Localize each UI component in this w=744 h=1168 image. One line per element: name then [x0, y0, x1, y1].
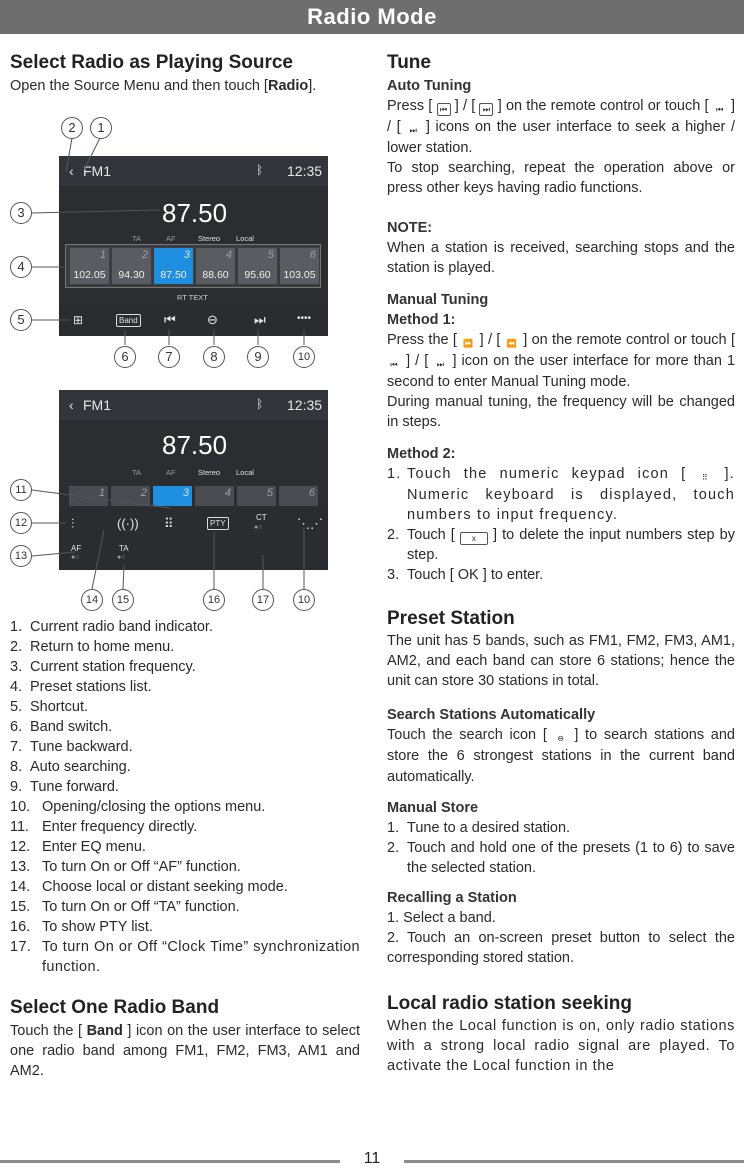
tune-heading: Tune — [387, 52, 431, 73]
recalling-step-1: 1. Select a band. — [387, 910, 496, 926]
callout-6: 6 — [114, 346, 136, 368]
band-indicator: FM1 — [83, 397, 111, 413]
preset-button[interactable]: 2 — [111, 486, 150, 506]
preset-button[interactable]: 1 — [69, 486, 108, 506]
select-band-heading: Select One Radio Band — [10, 997, 220, 1018]
legend-item: 4. Preset stations list. — [10, 679, 152, 695]
manual-store-steps — [387, 818, 735, 878]
af-label: AF — [71, 544, 82, 553]
select-band-text: Touch the [ Band ] icon on the user interface to select one radio band among FM1, FM2, FM3, AM1 and AM2. — [10, 1023, 360, 1079]
keypad-icon[interactable]: ⠿ — [164, 516, 174, 531]
eq-icon[interactable]: ⫶ — [71, 516, 75, 531]
legend-item: 14. Choose local or distant seeking mode. — [10, 879, 288, 895]
preset-button[interactable]: 4 88.60 — [196, 248, 235, 284]
callout-16: 16 — [203, 589, 225, 611]
local-heading: Local radio station seeking — [387, 993, 632, 1014]
legend-item: 16. To show PTY list. — [10, 919, 153, 935]
page-number: 11 — [363, 1150, 381, 1167]
flag-af: AF — [166, 234, 176, 243]
method1-text: Press the [ ⏩ ] / [ ⏪ ] on the remote control or touch [ ⏮ ] / [ ⏭ ] icon on the user interface for more than 1 second to enter Manual Tuning mode. — [387, 332, 736, 390]
legend-item: 13. To turn On or Off “AF” function. — [10, 859, 241, 875]
manual-store-step: 1. Tune to a desired station. — [387, 820, 571, 836]
auto-tuning-text: Press [ ⏮ ] / [ ⏭ ] on the remote control or touch [ ⏮ ] / [ ⏭ ] icons on the user interface to seek a higher / lower station. — [387, 98, 736, 156]
tune-backward-icon[interactable]: ⏮ — [164, 312, 176, 327]
method1-text-2: During manual tuning, the frequency will be changed in steps. — [387, 394, 735, 430]
auto-tuning-heading: Auto Tuning — [387, 78, 472, 94]
legend-item: 2. Return to home menu. — [10, 639, 175, 655]
footer-rule-left — [0, 1160, 340, 1163]
recalling-heading: Recalling a Station — [387, 890, 517, 906]
search-auto-heading: Search Stations Automatically — [387, 707, 596, 723]
collapse-options-icon[interactable]: ⋱⋰ — [297, 516, 323, 531]
callout-13: 13 — [10, 545, 32, 567]
preset-button[interactable]: 3 — [153, 486, 192, 506]
auto-tuning-stop-text: To stop searching, repeat the operation above or press other keys having radio functions. — [387, 160, 735, 196]
legend-item: 7. Tune backward. — [10, 739, 133, 755]
legend-item: 10. Opening/closing the options menu. — [10, 799, 266, 815]
callout-10b: 10 — [293, 589, 315, 611]
next-key-icon: ⏭ — [479, 103, 493, 116]
ff-key-icon: ⏩ — [463, 339, 474, 348]
callout-legend — [10, 617, 360, 977]
ta-toggle[interactable]: ●○ — [117, 554, 126, 561]
method2-step: 2. Touch [ x ] to delete the input numbers step by step. — [387, 527, 735, 563]
legend-item: 17. To turn On or Off “Clock Time” synchronization function. — [10, 939, 360, 975]
preset-button[interactable]: 5 — [237, 486, 276, 506]
flag-stereo: Stereo — [198, 234, 221, 243]
local-distant-icon[interactable]: ((·)) — [117, 516, 139, 531]
shortcut-icon[interactable]: ⊞ — [73, 313, 84, 327]
callout-7: 7 — [158, 346, 180, 368]
flag-ta: TA — [132, 234, 142, 243]
note-text: When a station is received, searching stops and the station is played. — [387, 240, 735, 276]
rt-text: RT TEXT — [177, 293, 208, 302]
method2-step: 3. Touch [ OK ] to enter. — [387, 567, 544, 583]
footer-rule-right — [404, 1160, 744, 1163]
station-frequency: 87.50 — [162, 430, 228, 460]
search-icon: ⊖ — [557, 734, 564, 743]
select-source-heading: Select Radio as Playing Source — [10, 52, 293, 73]
flag-af: AF — [166, 468, 176, 477]
flag-ta: TA — [132, 468, 142, 477]
manual-tuning-heading: Manual Tuning — [387, 292, 489, 308]
select-source-text: Open the Source Menu and then touch [Radio]. — [10, 78, 317, 94]
ct-label: CT — [256, 513, 267, 522]
rew-key-icon: ⏪ — [506, 339, 517, 348]
callout-15: 15 — [112, 589, 134, 611]
preset-button[interactable]: 2 94.30 — [112, 248, 151, 284]
bluetooth-icon: ᛒ — [256, 397, 264, 411]
delete-key-icon: x — [460, 532, 488, 545]
method2-steps — [387, 464, 735, 585]
flag-local: Local — [236, 468, 254, 477]
preset-text: The unit has 5 bands, such as FM1, FM2, FM3, AM1, AM2, and each band can store 6 stations; hence the unit can store 30 stations in total. — [387, 633, 735, 689]
flag-local: Local — [236, 234, 254, 243]
pty-button[interactable]: PTY — [207, 517, 229, 530]
legend-item: 9. Tune forward. — [10, 779, 119, 795]
callout-10: 10 — [293, 346, 315, 368]
flag-stereo: Stereo — [198, 468, 221, 477]
callout-4: 4 — [10, 256, 32, 278]
search-icon[interactable]: ⊖ — [207, 312, 218, 327]
legend-item: 1. Current radio band indicator. — [10, 619, 213, 635]
next-touch-icon: ⏭ — [409, 126, 417, 135]
method2-step: 1. Touch the numeric keypad icon [ ⠿ ]. Numeric keyboard is displayed, touch numbers to input frequency. — [387, 466, 735, 523]
callout-2: 2 — [61, 117, 83, 139]
clock-time: 12:35 — [287, 163, 323, 179]
callout-11: 11 — [10, 479, 32, 501]
band-indicator: FM1 — [83, 163, 111, 179]
next-touch-icon: ⏭ — [436, 360, 444, 369]
tune-forward-icon[interactable]: ⏭ — [254, 312, 266, 327]
ct-toggle[interactable]: ●○ — [254, 524, 263, 531]
prev-key-icon: ⏮ — [437, 103, 451, 116]
preset-button[interactable]: 6 — [279, 486, 318, 506]
legend-item: 11. Enter frequency directly. — [10, 819, 198, 835]
station-frequency: 87.50 — [162, 198, 228, 228]
legend-item: 6. Band switch. — [10, 719, 113, 735]
prev-touch-icon: ⏮ — [716, 105, 724, 114]
callout-9: 9 — [247, 346, 269, 368]
search-auto-text: Touch the search icon [ ⊖ ] to search stations and store the 6 strongest stations in the current band automatically. — [387, 727, 735, 785]
more-options-icon[interactable]: •••• — [297, 313, 312, 324]
preset-button[interactable]: 5 95.60 — [238, 248, 277, 284]
method1-heading: Method 1: — [387, 312, 456, 328]
preset-button[interactable]: 3 87.50 — [154, 248, 193, 284]
preset-button[interactable]: 4 — [195, 486, 234, 506]
callout-8: 8 — [203, 346, 225, 368]
legend-item: 8. Auto searching. — [10, 759, 131, 775]
manual-store-step: 2. Touch and hold one of the presets (1 to 6) to save the selected station. — [387, 840, 735, 876]
legend-item: 15. To turn On or Off “TA” function. — [10, 899, 240, 915]
band-button[interactable]: Band — [116, 314, 141, 327]
legend-item: 12. Enter EQ menu. — [10, 839, 146, 855]
callout-17: 17 — [252, 589, 274, 611]
right-column — [387, 51, 735, 1076]
note-heading: NOTE: — [387, 220, 433, 236]
bluetooth-icon: ᛒ — [256, 163, 264, 177]
preset-button[interactable]: 1 102.05 — [70, 248, 109, 284]
legend-item: 3. Current station frequency. — [10, 659, 196, 675]
preset-button[interactable]: 6 103.05 — [280, 248, 319, 284]
callout-5: 5 — [10, 309, 32, 331]
callout-3: 3 — [10, 202, 32, 224]
back-chevron-icon: ‹ — [69, 397, 74, 413]
prev-touch-icon: ⏮ — [390, 360, 398, 369]
ta-label: TA — [119, 544, 129, 553]
local-text: When the Local function is on, only radio stations with a strong local radio signal are played. To activate the Local function in the — [387, 1018, 735, 1074]
clock-time: 12:35 — [287, 397, 323, 413]
back-chevron-icon: ‹ — [69, 163, 74, 179]
preset-heading: Preset Station — [387, 608, 515, 629]
callout-1: 1 — [90, 117, 112, 139]
manual-store-heading: Manual Store — [387, 800, 479, 816]
af-toggle[interactable]: ●○ — [71, 554, 80, 561]
select-band-section — [10, 996, 360, 1081]
keypad-icon: ⠿ — [701, 473, 709, 482]
callout-12: 12 — [10, 512, 32, 534]
method2-heading: Method 2: — [387, 446, 456, 462]
legend-item: 5. Shortcut. — [10, 699, 89, 715]
banner-title: Radio Mode — [307, 4, 437, 29]
recalling-step-2: 2. Touch an on-screen preset button to select the corresponding stored station. — [387, 930, 735, 966]
callout-14: 14 — [81, 589, 103, 611]
